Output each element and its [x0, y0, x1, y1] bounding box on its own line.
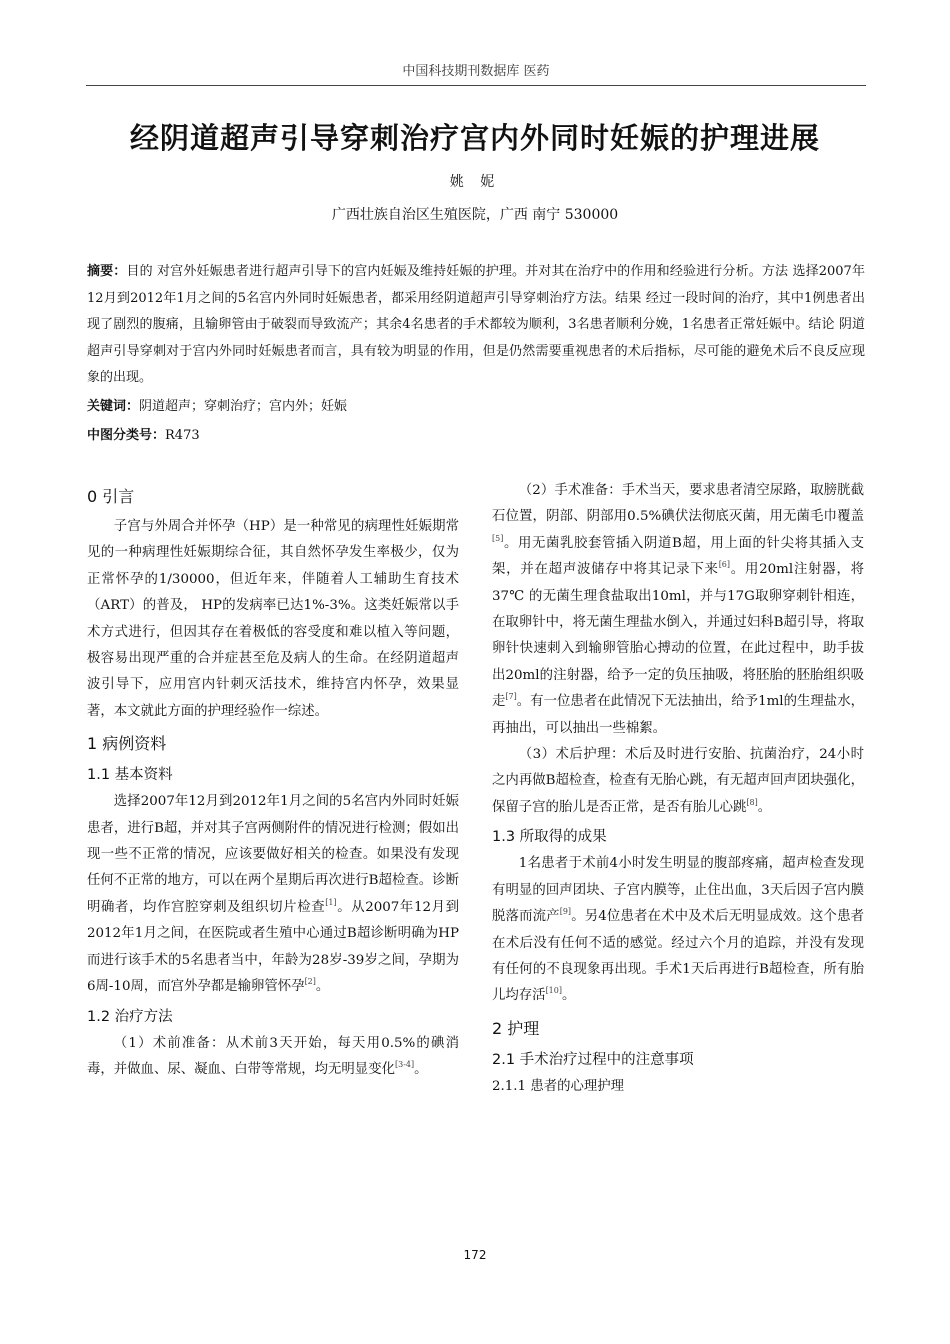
- paragraph: [492, 478, 864, 742]
- abstract-text: 目的 对宫外妊娠患者进行超声引导下的宫内妊娠及维持妊娠的护理。并对其在治疗中的作用和经验进行分析。方法 选择2007年12月到2012年1月之间的5名宫内外同时妊娠患者，都采用经阴道超声引导穿刺治疗方法。结果 经过一段时间的治疗，其中1例患者出现了剧烈的腹痛，且输卵管由于破裂而导致流产；其余4名患者的手术都较为顺利，3名患者顺利分娩，1名患者正常妊娠中。结论 阴道超声引导穿刺对于宫内外同时妊娠患者而言，具有较为明显的作用，但是仍然需要重视患者的术后指标，尽可能的避免术后不良反应现象的出现。: [87, 264, 865, 385]
- paragraph: [87, 1031, 459, 1084]
- subsection-heading: 1.1 基本资料: [87, 767, 173, 784]
- paper-title: 经阴道超声引导穿刺治疗宫内外同时妊娠的护理进展: [129, 121, 820, 155]
- citation: [6]: [718, 560, 731, 570]
- right-column: [492, 478, 864, 1100]
- paragraph: [492, 851, 864, 1009]
- text-run: （2）手术准备：手术当天，要求患者清空尿路，取膀胱截石位置，阴部、阴部用0.5%碘伏法彻底灭菌，用无菌毛巾覆盖: [492, 483, 864, 525]
- text-run: 。: [757, 799, 772, 815]
- section-heading: 2 护理: [492, 1018, 540, 1038]
- text-run: 。: [561, 988, 576, 1004]
- citation: [10]: [545, 986, 562, 996]
- section-heading: 0 引言: [87, 487, 135, 506]
- classification: [87, 424, 200, 443]
- paragraph: [492, 742, 864, 821]
- subsection-heading: 1.2 治疗方法: [87, 1008, 173, 1025]
- citation: [5]: [492, 533, 504, 543]
- text-run: 。另4位患者在术中及术后无明显成效。这个患者在术后没有任何不适的感觉。经过六个月的追踪，并没有发现有任何的不良现象再出现。手术1天后再进行B超检查，所有胎儿均存活: [492, 909, 865, 1004]
- abstract: [87, 259, 865, 392]
- abstract-label: 摘要：: [87, 264, 127, 279]
- subsubsection-heading: 2.1.1 患者的心理护理: [492, 1078, 625, 1094]
- keywords-label: 关键词：: [87, 399, 140, 414]
- citation: [1]: [325, 897, 337, 907]
- journal-header: 中国科技期刊数据库 医药: [86, 60, 866, 86]
- text-run: 。: [414, 1061, 428, 1077]
- text-run: 选择2007年12月到2012年1月之间的5名宫内外同时妊娠患者，进行B超，并对其子宫两侧附件的情况进行检测；假如出现一些不正常的情况，应该要做好相关的检查。如果没有发现任何不正常的地方，可以在两个星期后再次进行B超检查。诊断明确者，均作宫腔穿刺及组织切片检查: [87, 794, 459, 915]
- clc-label: 中图分类号：: [87, 428, 166, 443]
- affiliation: 广西壮族自治区生殖医院，广西 南宁 530000: [331, 207, 619, 223]
- text-run: 。: [315, 979, 330, 995]
- text-run: 。用无菌乳胶套管插入阴道B超，用上面的针尖将其插入支架，并在超声波储存中将其记录下来: [492, 535, 864, 578]
- text-run: 1名患者于术前4小时发生明显的腹部疼痛，超声检查发现有明显的回声团块、子宫内膜等，止住出血，3天后因子宫内膜脱落而流产: [492, 856, 864, 925]
- text-run: （3）术后护理：术后及时进行安胎、抗菌治疗，24小时之内再做B超检查，检查有无胎心跳，有无超声回声团块强化，保留子宫的胎儿是否正常，是否有胎儿心跳: [492, 747, 864, 815]
- text-run: 。用20ml注射器，将37℃ 的无菌生理食盐取出10ml，并与17G取卵穿刺针相连，在取卵针中，将无菌生理盐水倒入，并通过妇科B超引导，将取卵针快速刺入到输卵管胎心搏动的位置，在此过程中，助手拔出20ml的注射器，给予一定的负压抽吸，将胚胎的胚胎组织吸走: [492, 562, 864, 710]
- author: 姚 妮: [449, 174, 501, 190]
- left-column: [87, 478, 459, 1083]
- page-number: 172: [463, 1248, 487, 1262]
- citation: [3-4]: [394, 1059, 415, 1069]
- text-run: 。有一位患者在此情况下无法抽出，给予1ml的生理盐水，再抽出，可以抽出一些棉絮。: [492, 694, 864, 736]
- text-run: 。从2007年12月到2012年1月之间，在医院或者生殖中心通过B超诊断明确为HP而进行该手术的5名患者当中，年龄为28岁-39岁之间，孕期为6周-10周，而宫外孕都是输卵管怀孕: [87, 899, 460, 995]
- paragraph: [87, 789, 459, 1000]
- citation: [8]: [746, 797, 758, 807]
- section-heading: 1 病例资料: [87, 734, 167, 754]
- subsection-heading: 2.1 手术治疗过程中的注意事项: [492, 1051, 694, 1068]
- text-run: （1）术前准备：从术前3天开始，每天用0.5%的碘消毒，并做血、尿、凝血、白带等常规，均无明显变化: [87, 1035, 459, 1077]
- subsection-heading: 1.3 所取得的成果: [492, 829, 607, 846]
- paragraph: 子宫与外周合并怀孕（HP）是一种常见的病理性妊娠期常见的一种病理性妊娠期综合征，其自然怀孕发生率极少，仅为正常怀孕的1/30000，但近年来，伴随着人工辅助生育技术（ART）的普及， HP的发病率已达1%-3%。这类妊娠常以手术方式进行，但因其存在着极低的容受度和难以植入等问题，极容易出现严重的合并症甚至危及病人的生命。在经阴道超声波引导下，应用宫内针刺灭活技术，维持宫内怀孕，效果显著，本文就此方面的护理经验作一综述。: [87, 519, 459, 719]
- keywords: [87, 395, 347, 414]
- keywords-text: 阴道超声；穿刺治疗；宫内外；妊娠: [139, 399, 348, 414]
- clc-code: R473: [165, 428, 200, 443]
- citation: [9]: [559, 907, 572, 917]
- citation: [2]: [304, 977, 316, 987]
- citation: [7]: [505, 692, 517, 702]
